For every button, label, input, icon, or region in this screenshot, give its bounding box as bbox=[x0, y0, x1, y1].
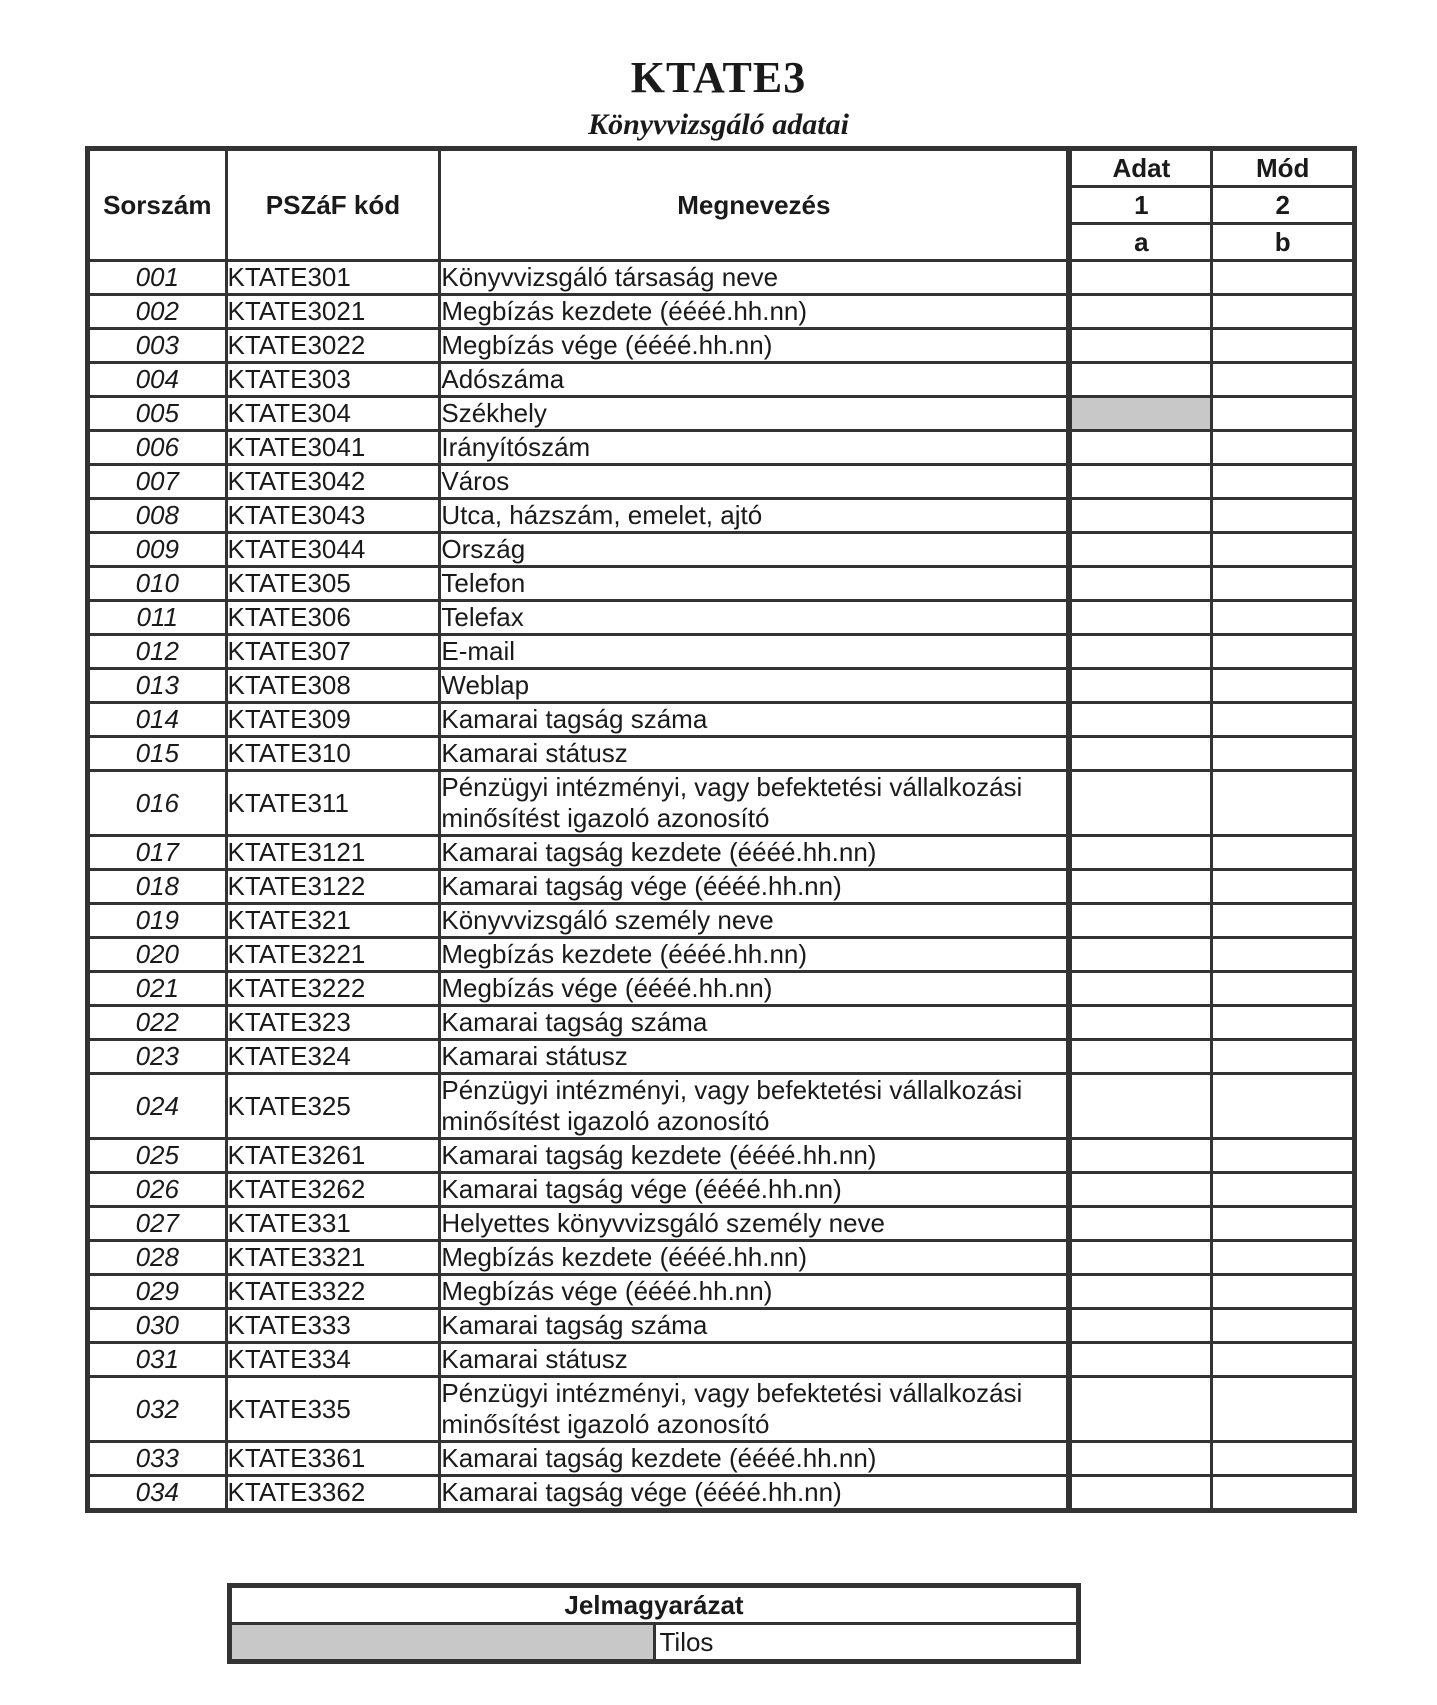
row-name bbox=[440, 635, 1069, 669]
table-row bbox=[88, 1173, 1355, 1207]
row-number: 020 bbox=[88, 938, 227, 972]
adat-cell[interactable] bbox=[1069, 703, 1212, 737]
row-code: KTATE309 bbox=[226, 703, 440, 737]
row-code: KTATE3043 bbox=[226, 499, 440, 533]
row-name-line: Kamarai tagság kezdete (éééé.hh.nn) bbox=[441, 1443, 877, 1473]
row-name-line: Pénzügyi intézményi, vagy befektetési vállalkozási bbox=[441, 772, 1023, 802]
row-code: KTATE306 bbox=[226, 601, 440, 635]
row-name bbox=[440, 431, 1069, 465]
row-name bbox=[440, 261, 1069, 295]
row-code: KTATE335 bbox=[226, 1377, 440, 1442]
row-code: KTATE310 bbox=[226, 737, 440, 771]
row-name-line: Kamarai státusz bbox=[441, 1041, 628, 1071]
row-number: 024 bbox=[88, 1074, 227, 1139]
mod-cell[interactable] bbox=[1212, 1207, 1355, 1241]
row-name bbox=[440, 703, 1069, 737]
table-row bbox=[88, 1476, 1355, 1511]
adat-cell[interactable] bbox=[1069, 938, 1212, 972]
adat-cell[interactable] bbox=[1069, 499, 1212, 533]
row-name bbox=[440, 1006, 1069, 1040]
mod-cell[interactable] bbox=[1212, 870, 1355, 904]
row-name bbox=[440, 972, 1069, 1006]
row-number: 018 bbox=[88, 870, 227, 904]
mod-cell[interactable] bbox=[1212, 1139, 1355, 1173]
table-row bbox=[88, 938, 1355, 972]
adat-cell[interactable] bbox=[1069, 635, 1212, 669]
row-number: 033 bbox=[88, 1442, 227, 1476]
row-number: 028 bbox=[88, 1241, 227, 1275]
mod-cell[interactable] bbox=[1212, 397, 1355, 431]
adat-cell[interactable] bbox=[1069, 836, 1212, 870]
table-row bbox=[88, 1309, 1355, 1343]
mod-cell[interactable] bbox=[1212, 1241, 1355, 1275]
table-row bbox=[88, 567, 1355, 601]
row-name bbox=[440, 329, 1069, 363]
row-name bbox=[440, 1207, 1069, 1241]
adat-cell[interactable] bbox=[1069, 601, 1212, 635]
header-mod: Mód bbox=[1212, 149, 1355, 187]
row-name-line: Utca, házszám, emelet, ajtó bbox=[441, 500, 763, 530]
mod-cell[interactable] bbox=[1212, 1006, 1355, 1040]
row-name bbox=[440, 601, 1069, 635]
table-row bbox=[88, 972, 1355, 1006]
row-number: 012 bbox=[88, 635, 227, 669]
row-number: 014 bbox=[88, 703, 227, 737]
row-name bbox=[440, 1275, 1069, 1309]
row-number: 003 bbox=[88, 329, 227, 363]
row-number: 006 bbox=[88, 431, 227, 465]
table-row bbox=[88, 431, 1355, 465]
row-number: 032 bbox=[88, 1377, 227, 1442]
row-name-line: Könyvvizsgáló társaság neve bbox=[441, 262, 779, 292]
mod-cell[interactable] bbox=[1212, 904, 1355, 938]
row-number: 013 bbox=[88, 669, 227, 703]
row-name bbox=[440, 363, 1069, 397]
table-row bbox=[88, 397, 1355, 431]
adat-cell[interactable] bbox=[1069, 737, 1212, 771]
row-code: KTATE3361 bbox=[226, 1442, 440, 1476]
adat-cell[interactable] bbox=[1069, 431, 1212, 465]
row-name bbox=[440, 1241, 1069, 1275]
row-code: KTATE311 bbox=[226, 771, 440, 836]
mod-cell[interactable] bbox=[1212, 1309, 1355, 1343]
row-name-line: Pénzügyi intézményi, vagy befektetési vállalkozási bbox=[441, 1075, 1023, 1105]
row-name bbox=[440, 1309, 1069, 1343]
row-name bbox=[440, 904, 1069, 938]
mod-cell[interactable] bbox=[1212, 329, 1355, 363]
row-number: 009 bbox=[88, 533, 227, 567]
row-number: 016 bbox=[88, 771, 227, 836]
row-name bbox=[440, 1139, 1069, 1173]
row-number: 023 bbox=[88, 1040, 227, 1074]
row-name bbox=[440, 1343, 1069, 1377]
adat-cell[interactable] bbox=[1069, 1241, 1212, 1275]
row-name bbox=[440, 1442, 1069, 1476]
table-row bbox=[88, 1377, 1355, 1442]
row-number: 015 bbox=[88, 737, 227, 771]
row-name-line: Kamarai tagság száma bbox=[441, 1310, 708, 1340]
adat-cell[interactable] bbox=[1069, 972, 1212, 1006]
mod-cell[interactable] bbox=[1212, 972, 1355, 1006]
table-row bbox=[88, 836, 1355, 870]
row-name bbox=[440, 465, 1069, 499]
row-name-line: Kamarai tagság száma bbox=[441, 1007, 708, 1037]
table-row bbox=[88, 703, 1355, 737]
adat-cell[interactable] bbox=[1069, 533, 1212, 567]
row-name bbox=[440, 1074, 1069, 1139]
row-number: 021 bbox=[88, 972, 227, 1006]
mod-cell[interactable] bbox=[1212, 1040, 1355, 1074]
table-row bbox=[88, 295, 1355, 329]
row-number: 002 bbox=[88, 295, 227, 329]
mod-cell[interactable] bbox=[1212, 261, 1355, 295]
row-number: 008 bbox=[88, 499, 227, 533]
mod-cell[interactable] bbox=[1212, 601, 1355, 635]
row-name bbox=[440, 1377, 1069, 1442]
row-name-line: Pénzügyi intézményi, vagy befektetési vállalkozási bbox=[441, 1378, 1023, 1408]
mod-cell[interactable] bbox=[1212, 1377, 1355, 1442]
header-mod-letter: b bbox=[1212, 224, 1355, 261]
adat-cell[interactable] bbox=[1069, 1074, 1212, 1139]
mod-cell[interactable] bbox=[1212, 938, 1355, 972]
row-name-line: Ország bbox=[441, 534, 526, 564]
adat-cell[interactable] bbox=[1069, 1040, 1212, 1074]
row-name bbox=[440, 567, 1069, 601]
table-row bbox=[88, 870, 1355, 904]
row-name-line: Helyettes könyvvizsgáló személy neve bbox=[441, 1208, 886, 1238]
adat-cell[interactable] bbox=[1069, 1207, 1212, 1241]
mod-cell[interactable] bbox=[1212, 836, 1355, 870]
row-code: KTATE3222 bbox=[226, 972, 440, 1006]
row-number: 019 bbox=[88, 904, 227, 938]
mod-cell[interactable] bbox=[1212, 1476, 1355, 1511]
row-name-line: Könyvvizsgáló személy neve bbox=[441, 905, 774, 935]
table-row bbox=[88, 737, 1355, 771]
adat-cell[interactable] bbox=[1069, 904, 1212, 938]
table-row bbox=[88, 904, 1355, 938]
mod-cell[interactable] bbox=[1212, 737, 1355, 771]
row-name-line: Kamarai tagság kezdete (éééé.hh.nn) bbox=[441, 1140, 877, 1170]
header-megnevezes: Megnevezés bbox=[440, 149, 1069, 261]
row-code: KTATE3322 bbox=[226, 1275, 440, 1309]
adat-cell[interactable] bbox=[1069, 1442, 1212, 1476]
row-name-line: Kamarai státusz bbox=[441, 738, 628, 768]
adat-cell[interactable] bbox=[1069, 870, 1212, 904]
row-code: KTATE3022 bbox=[226, 329, 440, 363]
adat-cell[interactable] bbox=[1069, 1139, 1212, 1173]
adat-cell[interactable] bbox=[1069, 1309, 1212, 1343]
mod-cell[interactable] bbox=[1212, 295, 1355, 329]
table-row bbox=[88, 363, 1355, 397]
row-name bbox=[440, 938, 1069, 972]
table-row bbox=[88, 533, 1355, 567]
row-number: 025 bbox=[88, 1139, 227, 1173]
row-number: 022 bbox=[88, 1006, 227, 1040]
table-row bbox=[88, 1241, 1355, 1275]
row-name bbox=[440, 870, 1069, 904]
row-code: KTATE3021 bbox=[226, 295, 440, 329]
mod-cell[interactable] bbox=[1212, 363, 1355, 397]
row-number: 029 bbox=[88, 1275, 227, 1309]
adat-cell[interactable] bbox=[1069, 1377, 1212, 1442]
mod-cell[interactable] bbox=[1212, 771, 1355, 836]
row-code: KTATE324 bbox=[226, 1040, 440, 1074]
row-name-line-2: minősítést igazoló azonosító bbox=[441, 803, 770, 833]
row-number: 010 bbox=[88, 567, 227, 601]
header-adat-number: 1 bbox=[1069, 187, 1212, 224]
row-code: KTATE307 bbox=[226, 635, 440, 669]
mod-cell[interactable] bbox=[1212, 567, 1355, 601]
table-row bbox=[88, 1139, 1355, 1173]
table-row bbox=[88, 669, 1355, 703]
row-code: KTATE304 bbox=[226, 397, 440, 431]
row-name-line: Megbízás kezdete (éééé.hh.nn) bbox=[441, 939, 808, 969]
row-name-line-2: minősítést igazoló azonosító bbox=[441, 1106, 770, 1136]
table-row bbox=[88, 601, 1355, 635]
row-name bbox=[440, 737, 1069, 771]
row-number: 001 bbox=[88, 261, 227, 295]
row-name bbox=[440, 1476, 1069, 1511]
row-number: 007 bbox=[88, 465, 227, 499]
row-name-line: Kamarai tagság vége (éééé.hh.nn) bbox=[441, 1174, 842, 1204]
row-name-line: Megbízás vége (éééé.hh.nn) bbox=[441, 330, 773, 360]
legend-gray-label: Tilos bbox=[654, 1624, 1079, 1662]
row-code: KTATE305 bbox=[226, 567, 440, 601]
row-code: KTATE331 bbox=[226, 1207, 440, 1241]
data-table bbox=[85, 146, 1357, 1513]
row-code: KTATE334 bbox=[226, 1343, 440, 1377]
row-name bbox=[440, 1173, 1069, 1207]
row-code: KTATE325 bbox=[226, 1074, 440, 1139]
mod-cell[interactable] bbox=[1212, 1074, 1355, 1139]
adat-cell[interactable] bbox=[1069, 261, 1212, 295]
row-number: 004 bbox=[88, 363, 227, 397]
row-name-line: Kamarai tagság kezdete (éééé.hh.nn) bbox=[441, 837, 877, 867]
row-name bbox=[440, 533, 1069, 567]
mod-cell[interactable] bbox=[1212, 1442, 1355, 1476]
mod-cell[interactable] bbox=[1212, 1343, 1355, 1377]
row-name bbox=[440, 836, 1069, 870]
adat-cell[interactable] bbox=[1069, 397, 1212, 431]
row-name-line: Telefon bbox=[441, 568, 526, 598]
row-name-line: Megbízás vége (éééé.hh.nn) bbox=[441, 973, 773, 1003]
row-code: KTATE303 bbox=[226, 363, 440, 397]
table-row bbox=[88, 261, 1355, 295]
row-name-line: Székhely bbox=[441, 398, 547, 428]
row-name-line: Kamarai státusz bbox=[441, 1344, 628, 1374]
row-name-line: Kamarai tagság száma bbox=[441, 704, 708, 734]
table-row bbox=[88, 1275, 1355, 1309]
mod-cell[interactable] bbox=[1212, 635, 1355, 669]
row-number: 027 bbox=[88, 1207, 227, 1241]
row-code: KTATE321 bbox=[226, 904, 440, 938]
row-code: KTATE3262 bbox=[226, 1173, 440, 1207]
table-row bbox=[88, 1074, 1355, 1139]
table-row bbox=[88, 329, 1355, 363]
row-name-line: Weblap bbox=[441, 670, 530, 700]
row-name-line: Adószáma bbox=[441, 364, 565, 394]
row-code: KTATE3041 bbox=[226, 431, 440, 465]
row-number: 026 bbox=[88, 1173, 227, 1207]
adat-cell[interactable] bbox=[1069, 295, 1212, 329]
row-number: 031 bbox=[88, 1343, 227, 1377]
row-code: KTATE3121 bbox=[226, 836, 440, 870]
mod-cell[interactable] bbox=[1212, 669, 1355, 703]
table-row bbox=[88, 499, 1355, 533]
row-number: 005 bbox=[88, 397, 227, 431]
mod-cell[interactable] bbox=[1212, 1275, 1355, 1309]
adat-cell[interactable] bbox=[1069, 329, 1212, 363]
row-name-line: E-mail bbox=[441, 636, 516, 666]
adat-cell[interactable] bbox=[1069, 1173, 1212, 1207]
header-sorszam: Sorszám bbox=[88, 149, 227, 261]
page-subtitle: Könyvvizsgáló adatai bbox=[588, 108, 849, 141]
row-name-line: Megbízás vége (éééé.hh.nn) bbox=[441, 1276, 773, 1306]
header-adat: Adat bbox=[1069, 149, 1212, 187]
table-row bbox=[88, 1040, 1355, 1074]
row-code: KTATE333 bbox=[226, 1309, 440, 1343]
row-name bbox=[440, 295, 1069, 329]
row-name-line: Irányítószám bbox=[441, 432, 591, 462]
mod-cell[interactable] bbox=[1212, 431, 1355, 465]
row-name-line: Megbízás kezdete (éééé.hh.nn) bbox=[441, 1242, 808, 1272]
row-name bbox=[440, 397, 1069, 431]
mod-cell[interactable] bbox=[1212, 533, 1355, 567]
table-body bbox=[88, 261, 1355, 1511]
row-name bbox=[440, 499, 1069, 533]
header-adat-letter: a bbox=[1069, 224, 1212, 261]
table-row bbox=[88, 1207, 1355, 1241]
adat-cell[interactable] bbox=[1069, 1275, 1212, 1309]
row-name bbox=[440, 1040, 1069, 1074]
row-name-line: Kamarai tagság vége (éééé.hh.nn) bbox=[441, 1477, 842, 1507]
row-number: 034 bbox=[88, 1476, 227, 1511]
table-row bbox=[88, 1343, 1355, 1377]
adat-cell[interactable] bbox=[1069, 1006, 1212, 1040]
header-pszaf-kod: PSZáF kód bbox=[226, 149, 440, 261]
row-code: KTATE301 bbox=[226, 261, 440, 295]
row-number: 011 bbox=[88, 601, 227, 635]
mod-cell[interactable] bbox=[1212, 465, 1355, 499]
row-code: KTATE3042 bbox=[226, 465, 440, 499]
adat-cell[interactable] bbox=[1069, 1343, 1212, 1377]
row-code: KTATE3362 bbox=[226, 1476, 440, 1511]
row-code: KTATE3122 bbox=[226, 870, 440, 904]
adat-cell[interactable] bbox=[1069, 669, 1212, 703]
row-code: KTATE3221 bbox=[226, 938, 440, 972]
table-row bbox=[88, 771, 1355, 836]
adat-cell[interactable] bbox=[1069, 465, 1212, 499]
row-name bbox=[440, 771, 1069, 836]
table-row bbox=[88, 1442, 1355, 1476]
adat-cell[interactable] bbox=[1069, 771, 1212, 836]
row-code: KTATE3321 bbox=[226, 1241, 440, 1275]
mod-cell[interactable] bbox=[1212, 703, 1355, 737]
row-number: 017 bbox=[88, 836, 227, 870]
row-name bbox=[440, 669, 1069, 703]
row-number: 030 bbox=[88, 1309, 227, 1343]
row-name-line: Telefax bbox=[441, 602, 524, 632]
mod-cell[interactable] bbox=[1212, 499, 1355, 533]
adat-cell[interactable] bbox=[1069, 363, 1212, 397]
legend-title: Jelmagyarázat bbox=[230, 1586, 1079, 1624]
row-name-line: Kamarai tagság vége (éééé.hh.nn) bbox=[441, 871, 842, 901]
legend-table bbox=[227, 1583, 1081, 1664]
row-code: KTATE3261 bbox=[226, 1139, 440, 1173]
mod-cell[interactable] bbox=[1212, 1173, 1355, 1207]
row-code: KTATE308 bbox=[226, 669, 440, 703]
row-name-line-2: minősítést igazoló azonosító bbox=[441, 1409, 770, 1439]
row-name-line: Megbízás kezdete (éééé.hh.nn) bbox=[441, 296, 808, 326]
table-row bbox=[88, 465, 1355, 499]
adat-cell[interactable] bbox=[1069, 1476, 1212, 1511]
adat-cell[interactable] bbox=[1069, 567, 1212, 601]
legend-gray-swatch bbox=[230, 1624, 655, 1662]
row-code: KTATE3044 bbox=[226, 533, 440, 567]
row-code: KTATE323 bbox=[226, 1006, 440, 1040]
row-name-line: Város bbox=[441, 466, 510, 496]
page-title: KTATE3 bbox=[630, 53, 807, 102]
table-row bbox=[88, 1006, 1355, 1040]
header-mod-number: 2 bbox=[1212, 187, 1355, 224]
table-row bbox=[88, 635, 1355, 669]
